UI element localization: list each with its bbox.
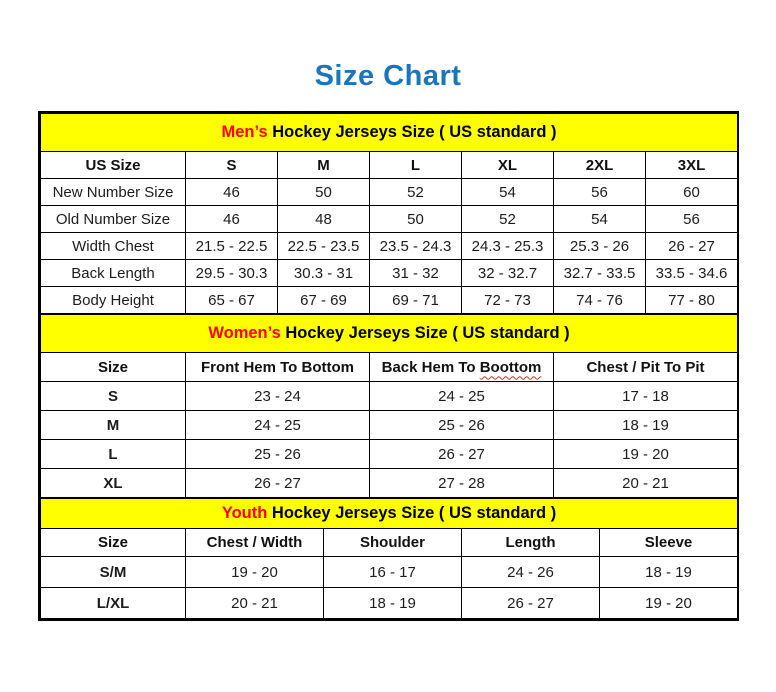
youth-banner-highlight: Youth [221,504,268,522]
table-cell: 69 - 71 [370,287,462,314]
row-label: Old Number Size [41,206,186,233]
table-cell: 56 [646,206,738,233]
row-label: L/XL [41,588,186,619]
size-chart-table-group [38,111,739,621]
table-cell: 52 [370,179,462,206]
column-header [370,353,554,382]
table-cell: 29.5 - 30.3 [186,260,278,287]
table-row [41,557,738,588]
table-cell: 48 [278,206,370,233]
table-cell: 25 - 26 [186,440,370,469]
table-cell: 72 - 73 [462,287,554,314]
table-cell: 25.3 - 26 [554,233,646,260]
table-cell: 19 - 20 [554,440,738,469]
mens-header-row [41,152,738,179]
column-header: Shoulder [324,529,462,557]
table-cell: 54 [554,206,646,233]
column-header-text: Back Hem To [381,358,476,376]
table-row [41,233,738,260]
table-cell: 26 - 27 [370,440,554,469]
youth-header-row [41,529,738,557]
table-cell: 33.5 - 34.6 [646,260,738,287]
page-title: Size Chart [314,60,462,92]
table-row [41,382,738,411]
table-cell: 74 - 76 [554,287,646,314]
table-cell: 32 - 32.7 [462,260,554,287]
column-header: 2XL [554,152,646,179]
row-label: L [41,440,186,469]
table-cell: 50 [278,179,370,206]
column-header: Size [41,353,186,382]
row-label: XL [41,469,186,498]
mens-banner-highlight: Men’s [221,123,268,141]
mens-section-banner [41,114,738,152]
womens-size-table [40,314,738,498]
table-cell: 19 - 20 [186,557,324,588]
table-cell: 18 - 19 [600,557,738,588]
row-label: S/M [41,557,186,588]
misspelled-word: Boottom [479,358,542,376]
table-cell: 25 - 26 [370,411,554,440]
womens-banner-text: Hockey Jerseys Size ( US standard ) [280,324,570,342]
row-label: S [41,382,186,411]
table-cell: 54 [462,179,554,206]
table-cell: 65 - 67 [186,287,278,314]
table-cell: 52 [462,206,554,233]
mens-size-table [40,113,738,314]
table-cell: 24 - 25 [370,382,554,411]
youth-size-table [40,498,738,619]
mens-banner-text: Hockey Jerseys Size ( US standard ) [267,123,557,141]
table-cell: 23.5 - 24.3 [370,233,462,260]
table-cell: 24 - 26 [462,557,600,588]
column-header: Chest / Pit To Pit [554,353,738,382]
table-cell: 20 - 21 [554,469,738,498]
row-label: Body Height [41,287,186,314]
row-label: Width Chest [41,233,186,260]
row-label: M [41,411,186,440]
womens-banner-highlight: Women’s [208,324,281,342]
table-cell: 77 - 80 [646,287,738,314]
table-cell: 46 [186,206,278,233]
table-cell: 18 - 19 [554,411,738,440]
table-row [41,440,738,469]
mens-banner-row [41,114,738,152]
column-header: Sleeve [600,529,738,557]
table-cell: 67 - 69 [278,287,370,314]
table-cell: 17 - 18 [554,382,738,411]
row-label: New Number Size [41,179,186,206]
table-cell: 24 - 25 [186,411,370,440]
table-cell: 26 - 27 [646,233,738,260]
table-cell: 27 - 28 [370,469,554,498]
table-cell: 16 - 17 [324,557,462,588]
table-row [41,469,738,498]
column-header: Front Hem To Bottom [186,353,370,382]
column-header: S [186,152,278,179]
column-header: US Size [41,152,186,179]
table-cell: 26 - 27 [186,469,370,498]
womens-banner-row [41,315,738,353]
table-cell: 56 [554,179,646,206]
column-header: M [278,152,370,179]
table-cell: 23 - 24 [186,382,370,411]
table-cell: 60 [646,179,738,206]
table-row [41,206,738,233]
column-header: L [370,152,462,179]
table-row [41,411,738,440]
table-cell: 30.3 - 31 [278,260,370,287]
table-row [41,287,738,314]
column-header: Size [41,529,186,557]
table-cell: 24.3 - 25.3 [462,233,554,260]
youth-banner-text: Hockey Jerseys Size ( US standard ) [267,504,557,522]
youth-section-banner [41,499,738,529]
table-cell: 20 - 21 [186,588,324,619]
table-cell: 32.7 - 33.5 [554,260,646,287]
row-label: Back Length [41,260,186,287]
table-cell: 21.5 - 22.5 [186,233,278,260]
table-cell: 19 - 20 [600,588,738,619]
youth-banner-row [41,499,738,529]
table-cell: 18 - 19 [324,588,462,619]
table-cell: 22.5 - 23.5 [278,233,370,260]
column-header: XL [462,152,554,179]
womens-header-row [41,353,738,382]
table-cell: 46 [186,179,278,206]
table-cell: 50 [370,206,462,233]
column-header: 3XL [646,152,738,179]
column-header: Length [462,529,600,557]
table-cell: 26 - 27 [462,588,600,619]
table-cell: 31 - 32 [370,260,462,287]
table-row [41,588,738,619]
table-row [41,260,738,287]
column-header: Chest / Width [186,529,324,557]
table-row [41,179,738,206]
womens-section-banner [41,315,738,353]
